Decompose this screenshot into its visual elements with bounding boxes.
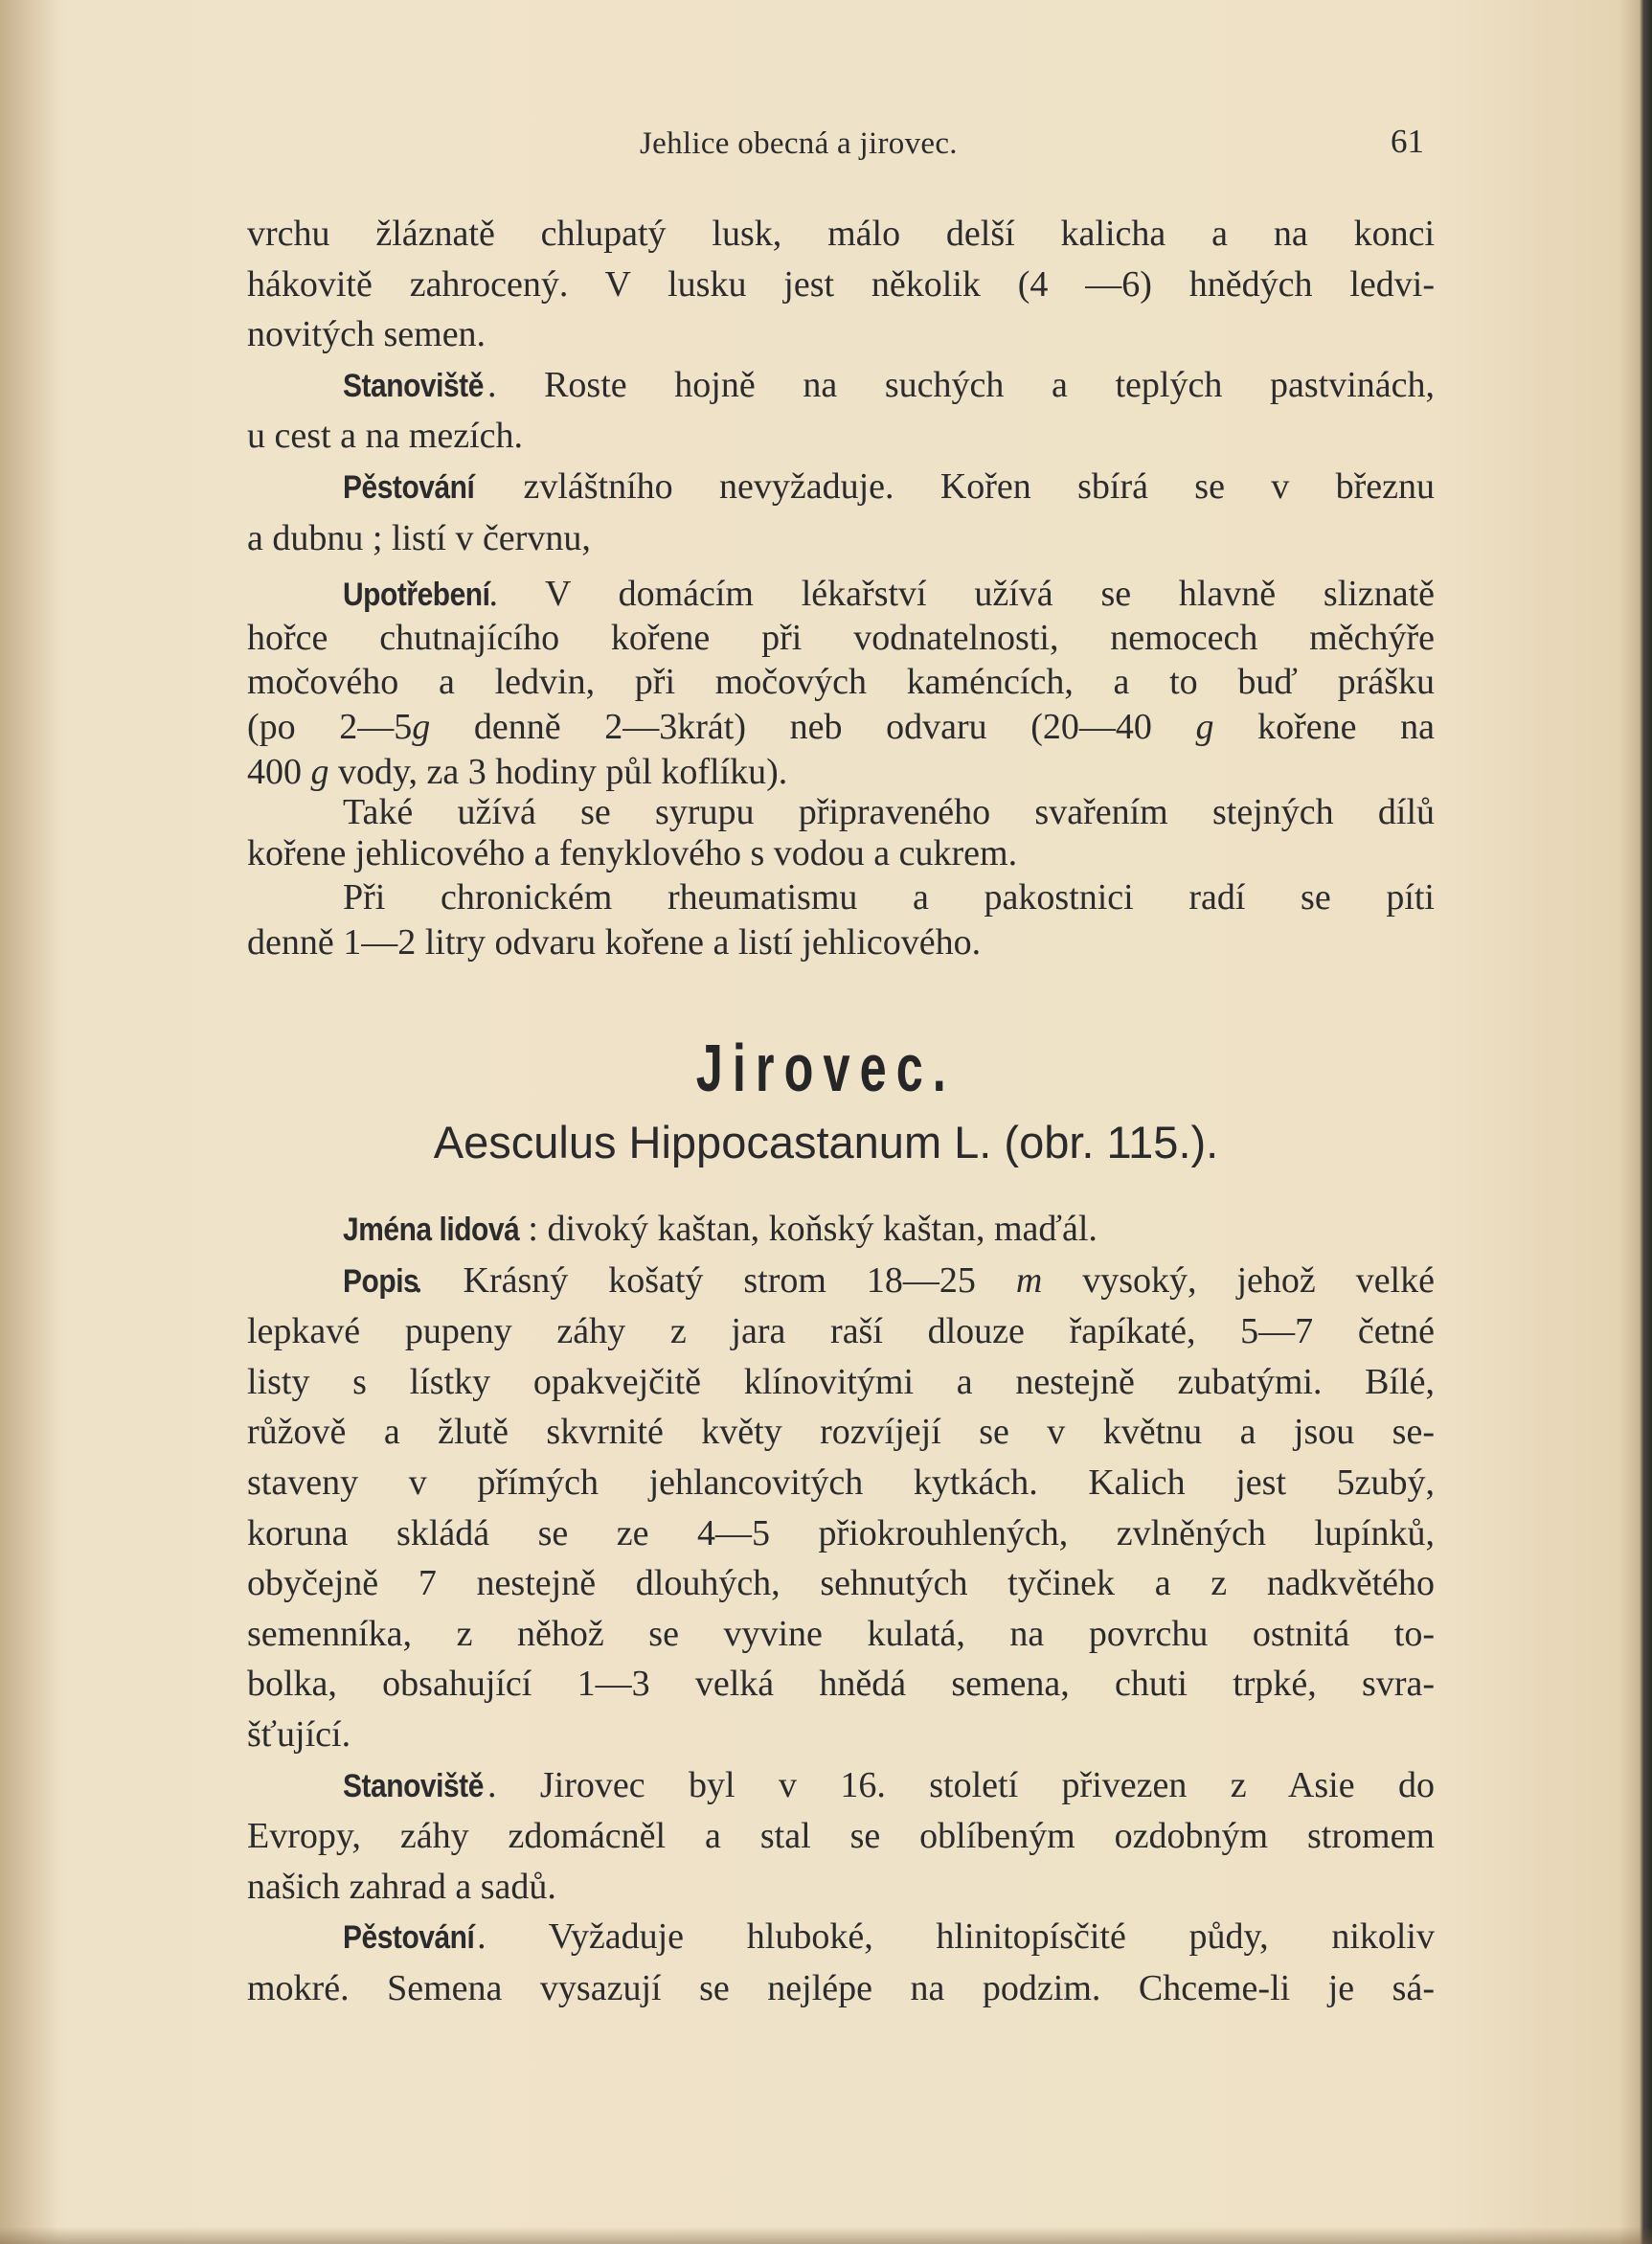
text-fragment: kořene na <box>1213 706 1435 747</box>
page-number: 61 <box>1391 123 1424 160</box>
text-line: šťující. <box>247 1713 351 1755</box>
text-line <box>247 702 1435 753</box>
latin-name-subheading: Aesculus Hippocastanum L. (obr. 115.). <box>433 1117 1219 1167</box>
text-line: mokré. Semena vysazují se nejlépe na podzim. Chceme-li je sá- <box>247 1967 1435 2008</box>
section-jehlice-continued <box>247 209 1435 968</box>
text-line: koruna skládá se ze 4—5 přiokrouhlených, zvlněných lupínků, <box>247 1512 1435 1553</box>
text-fragment: (po 2—5 <box>247 706 413 747</box>
section-jirovec <box>247 1204 1435 2014</box>
pestovani-paragraph-line <box>247 462 1435 513</box>
text-line: vrchu žláznatě chlupatý lusk, málo delší kalicha a na konci <box>247 214 1435 254</box>
upotrebeni-label: Upotřebení <box>343 577 490 614</box>
stanoviste-paragraph-line <box>247 360 1435 412</box>
stanoviste-label: Stanoviště <box>343 367 484 404</box>
text-line: hořce chutnajícího kořene při vodnatelnosti, nemocech měchýře <box>247 617 1435 658</box>
text-line: Při chronickém rheumatismu a pakostnici radí se píti <box>343 877 1435 918</box>
text-line: a dubnu ; listí v červnu, <box>247 517 591 558</box>
text-fragment: : divoký kaštan, koňský kaštan, maďál. <box>528 1209 1098 1249</box>
text-line: hákovitě zahrocený. V lusku jest několik (4 —6) hnědých ledvi- <box>247 263 1435 305</box>
stanoviste-label: Stanoviště <box>343 1767 484 1804</box>
text-line: Také užívá se syrupu připraveného svařením stejných dílů <box>343 792 1435 833</box>
text-fragment: 400 <box>247 751 311 792</box>
unit-meter: m <box>1015 1259 1043 1301</box>
unit-gram: g <box>412 706 431 747</box>
text-fragment: . Roste hojně na suchých a teplých pastvinách, <box>487 364 1435 405</box>
text-line: močového a ledvin, při močových kaméncích, a to buď prášku <box>247 662 1435 703</box>
text-fragment: vysoký, jehož velké <box>1042 1259 1435 1301</box>
text-line: u cest a na mezích. <box>247 416 524 457</box>
text-fragment: . V domácím lékařství užívá se hlavně sliznatě <box>488 574 1435 615</box>
text-line: kořene jehlicového a fenyklového s vodou a cukrem. <box>247 832 1018 873</box>
text-line: bolka, obsahující 1—3 velká hnědá semena, chuti trpké, svra- <box>247 1664 1435 1705</box>
text-line: listy s lístky opakvejčitě klínovitými a nestejně zubatými. Bílé, <box>247 1361 1435 1402</box>
unit-gram: g <box>1195 706 1214 747</box>
pestovani-label: Pěstování <box>343 468 475 506</box>
unit-gram: g <box>310 751 329 792</box>
jmena-label: Jména lidová <box>343 1212 520 1248</box>
text-line: staveny v přímých jehlancovitých kytkách. Kalich jest 5zubý, <box>247 1462 1435 1503</box>
text-fragment: . Jirovec byl v 16. století přivezen z Asie do <box>487 1764 1435 1805</box>
text-line: růžově a žlutě skvrnité květy rozvíjejí se v květnu a jsou se- <box>247 1412 1435 1453</box>
text-line: denně 1—2 litry odvaru kořene a listí jehlicového. <box>247 921 982 963</box>
stanoviste-paragraph-line <box>247 1760 1435 1812</box>
section-heading <box>0 1030 1652 1106</box>
text-fragment: zvláštního nevyžaduje. Kořen sbírá se v březnu <box>477 465 1435 507</box>
text-line: našich zahrad a sadů. <box>247 1866 556 1907</box>
pestovani-paragraph-line <box>247 1912 1435 1963</box>
running-header: Jehlice obecná a jirovec. <box>640 126 958 161</box>
text-line: obyčejně 7 nestejně dlouhých, sehnutých tyčinek a z nadkvětého <box>247 1563 1435 1604</box>
text-fragment: . Krásný košatý strom 18—25 <box>414 1259 1016 1301</box>
popis-label: Popis <box>343 1262 419 1300</box>
heading-text: Jirovec. <box>695 1031 957 1105</box>
text-fragment: . Vyžaduje hluboké, hlinitopísčité půdy, nikoliv <box>477 1916 1435 1958</box>
page-bottom-edge <box>0 2227 1652 2244</box>
jmena-paragraph-line <box>247 1204 1435 1256</box>
text-line: novitých semen. <box>247 314 487 355</box>
popis-paragraph-line <box>247 1256 1435 1307</box>
text-fragment: vody, za 3 hodiny půl koflíku). <box>328 751 788 792</box>
text-line: semenníka, z něhož se vyvine kulatá, na povrchu ostnitá to- <box>247 1613 1435 1654</box>
text-fragment: denně 2—3krát) neb odvaru (20—40 <box>430 706 1196 747</box>
text-line: lepkavé pupeny záhy z jara raší dlouze řapíkaté, 5—7 četné <box>247 1311 1435 1352</box>
pestovani-label: Pěstování <box>343 1919 475 1957</box>
text-line: Evropy, záhy zdomácněl a stal se oblíbeným ozdobným stromem <box>247 1816 1435 1857</box>
